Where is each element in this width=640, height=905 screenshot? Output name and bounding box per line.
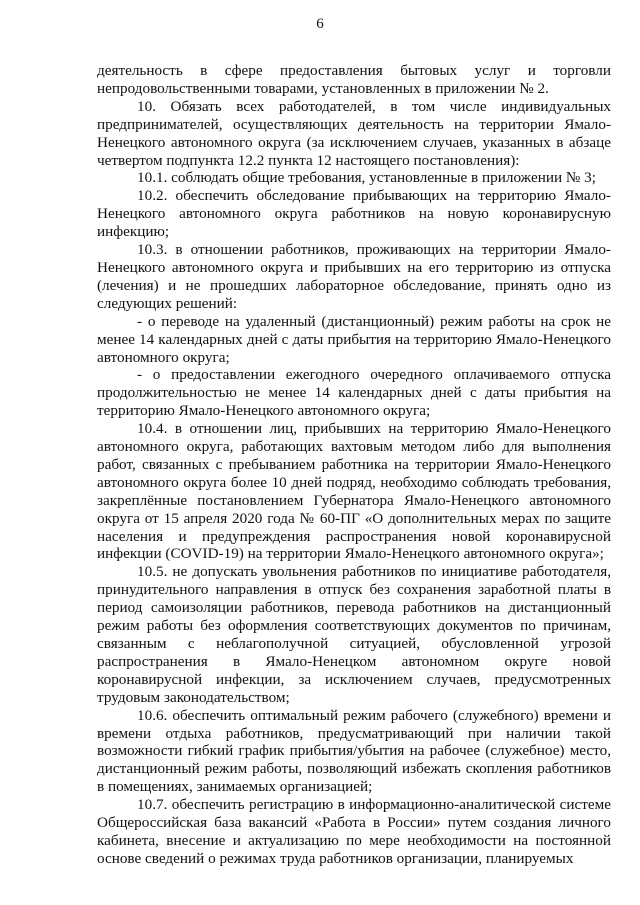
paragraph-10-3-option-remote: - о переводе на удаленный (дистанционный) режим работы на срок не менее 14 календарных дней с даты прибытия на территорию Ямало-Ненецкого автономного округа;: [97, 312, 611, 366]
page-number: 6: [316, 16, 324, 32]
document-body: [97, 62, 611, 868]
paragraph-10-5: 10.5. не допускать увольнения работников по инициативе работодателя, принудительного направления в отпуск без сохранения заработной платы в период самоизоляции работников, перевода работников на дистанционный режим работы без оформления соответствующих документов по причинам, связанным с неблагополучной ситуацией, обусловленной угрозой распространения в Ямало-Ненецком автономном округе новой коронавирусной инфекции, за исключением случаев, предусмотренных трудовым законодательством;: [97, 563, 611, 706]
paragraph-10-2: 10.2. обеспечить обследование прибывающих на территорию Ямало-Ненецкого автономного округа работников на новую коронавирусную инфекцию;: [97, 187, 611, 241]
paragraph-10-3-option-vacation: - о предоставлении ежегодного очередного оплачиваемого отпуска продолжительностью не менее 14 календарных дней с даты прибытия на территорию Ямало-Ненецкого автономного округа;: [97, 366, 611, 420]
paragraph-10-4: 10.4. в отношении лиц, прибывших на территорию Ямало-Ненецкого автономного округа, работающих вахтовым методом либо для выполнения работ, связанных с пребыванием работника на территории Ямало-Ненецкого автономного округа более 10 дней подряд, необходимо соблюдать требования, закреплённые постановлением Губернатора Ямало-Ненецкого автономного округа от 15 апреля 2020 года № 60-ПГ «О дополнительных мерах по защите населения и предупреждения распространения новой коронавирусной инфекции (COVID-19) на территории Ямало-Ненецкого автономного округа»;: [97, 420, 611, 563]
paragraph-continuation: деятельность в сфере предоставления бытовых услуг и торговли непродовольственными товарами, установленных в приложении № 2.: [97, 62, 611, 97]
paragraph-10-7: 10.7. обеспечить регистрацию в информационно-аналитической системе Общероссийская база вакансий «Работа в России» путем создания личного кабинета, внесение и актуализацию по мере необходимости на постоянной основе сведений о режимах труда работников организации, планируемых: [97, 796, 611, 867]
paragraph-10-6: 10.6. обеспечить оптимальный режим рабочего (служебного) времени и времени отдыха работников, предусматривающий при наличии такой возможности гибкий график прибытия/убытия на рабочее (служебное) место, дистанционный режим работы, позволяющий избежать скопления работников в помещениях, занимаемых организацией;: [97, 706, 611, 796]
paragraph-10-3: 10.3. в отношении работников, проживающих на территории Ямало-Ненецкого автономного округа и прибывших на его территорию из отпуска (лечения) и не прошедших лабораторное обследование, принять одно из следующих решений:: [97, 241, 611, 312]
paragraph-10-1: 10.1. соблюдать общие требования, установленные в приложении № 3;: [137, 169, 596, 187]
paragraph-10: 10. Обязать всех работодателей, в том числе индивидуальных предпринимателей, осуществляющих деятельность на территории Ямало-Ненецкого автономного округа (за исключением случаев, указанных в абзаце четвертом подпункта 12.2 пункта 12 настоящего постановления):: [97, 97, 611, 169]
